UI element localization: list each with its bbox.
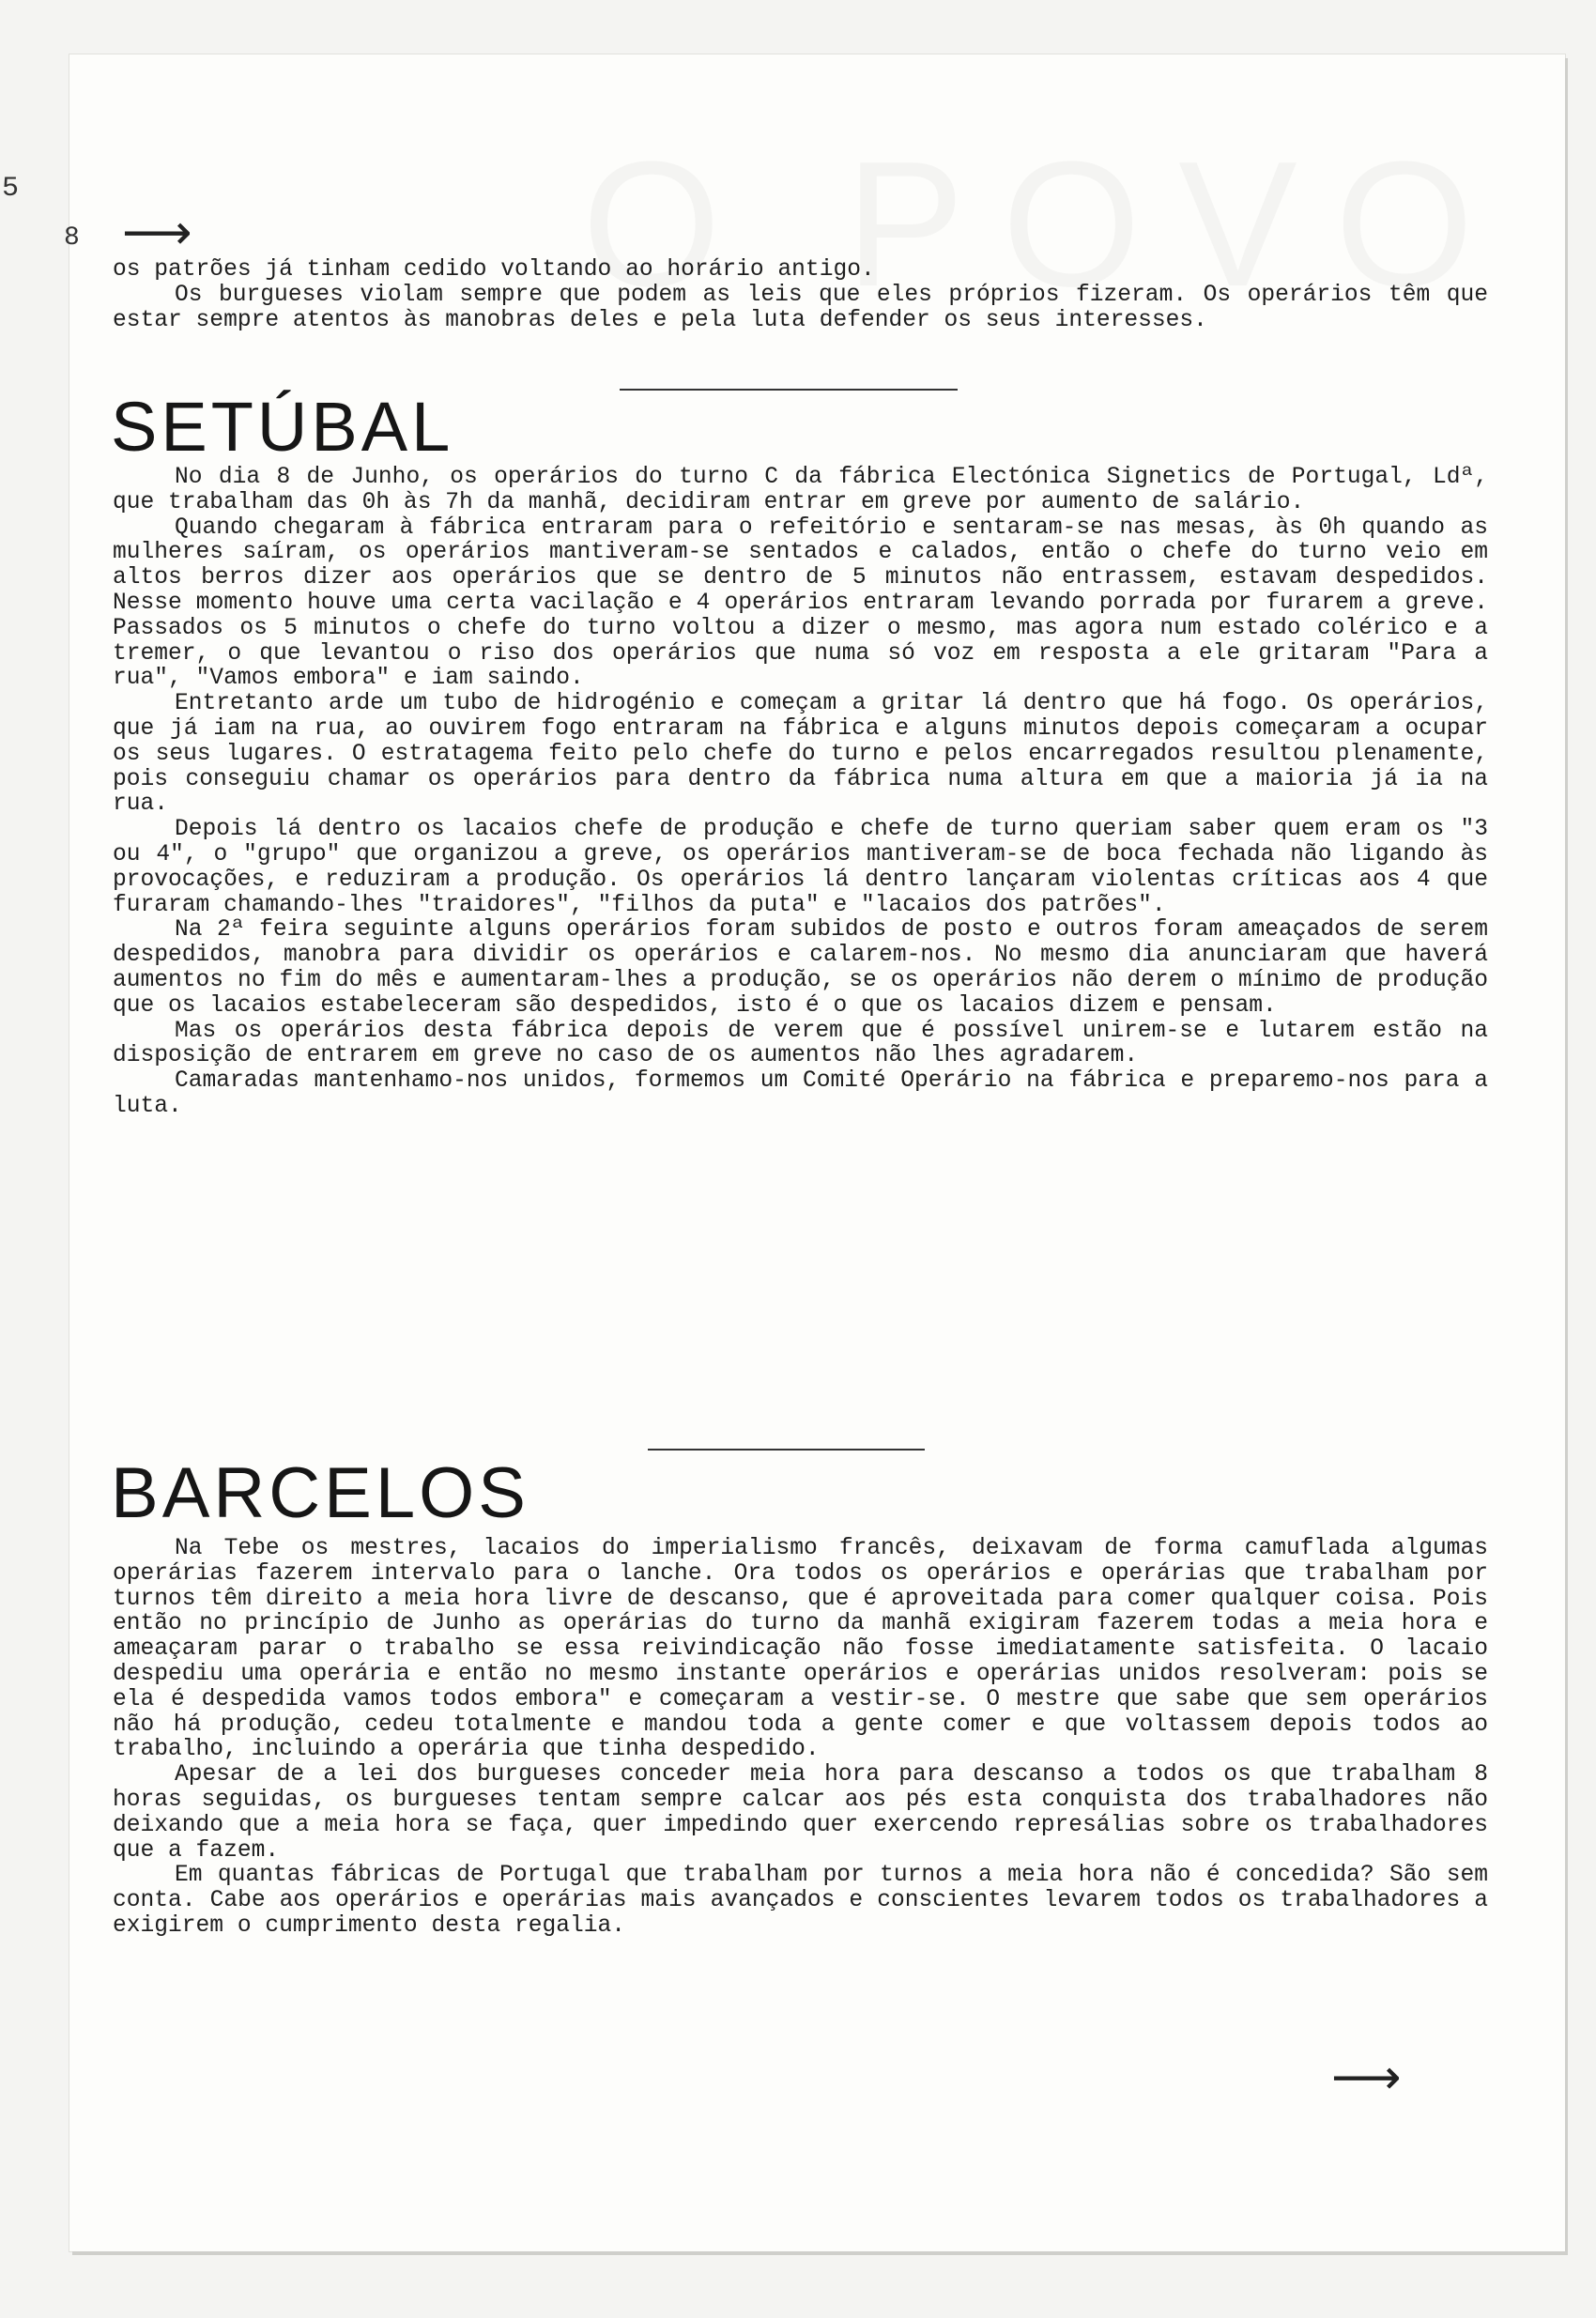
- barcelos-heading: BARCELOS: [111, 1453, 529, 1533]
- article-paragraph: No dia 8 de Junho, os operários do turno C da fábrica Electónica Signetics de Portugal, Ldª, que trabalham das 0h às 7h da manhã, decidiram entrar em greve por aumento de salário.: [113, 465, 1488, 515]
- setubal-article: [113, 466, 1488, 1120]
- continuation-arrow-icon: ⟶: [1331, 2049, 1402, 2106]
- barcelos-article: [113, 1537, 1488, 1940]
- section-divider: [620, 389, 958, 391]
- article-paragraph: Mas os operários desta fábrica depois de verem que é possível unirem-se e lutarem estão na disposição de entrarem em greve no caso de os aumentos não lhes agradarem.: [113, 1018, 1488, 1069]
- page-number: 8: [64, 223, 80, 253]
- article-paragraph: Camaradas mantenhamo-nos unidos, formemos um Comité Operário na fábrica e preparemo-nos para a luta.: [113, 1068, 1488, 1119]
- article-paragraph: Apesar de a lei dos burgueses conceder meia hora para descanso a todos os que trabalham 8 horas seguidas, os burgueses tentam sempre calcar aos pés esta conquista dos trabalhadores não deixando que a meia hora se faça, quer impedindo quer exercendo represálias sobre os trabalhadores que a fazem.: [113, 1762, 1488, 1864]
- article-paragraph: Na 2ª feira seguinte alguns operários foram subidos de posto e outros foram ameaçados de serem despedidos, manobra para dividir os operários e calarem-nos. No mesmo dia anunciaram que haverá aumentos no fim do mês e aumentaram-lhes a produção, se os operários não derem o mínimo de produção que os lacaios estabeleceram são despedidos, isto é o que os lacaios dizem e pensam.: [113, 917, 1488, 1019]
- article-paragraph: Entretanto arde um tubo de hidrogénio e começam a gritar lá dentro que há fogo. Os operários, que já iam na rua, ao ouvirem fogo entraram na fábrica e alguns minutos depois começaram a ocupar os seus lugares. O estratagema feito pelo chefe do turno e pelos encarregados resultou plenamente, pois conseguiu chamar os operários para dentro da fábrica numa altura em que a maioria já ia na rua.: [113, 691, 1488, 818]
- section-divider: [648, 1449, 925, 1451]
- continuation-arrow-icon: ⟶: [122, 205, 192, 261]
- article-paragraph: Depois lá dentro os lacaios chefe de produção e chefe de turno queriam saber quem eram os "3 ou 4", o "grupo" que organizou a greve, os operários mantiveram-se de boca fechada não ligando às provocações, e reduziram a produção. Os operários lá dentro lançaram violentas críticas aos 4 que furaram chamando-lhes "traidores", "filhos da puta" e "lacaios dos patrões".: [113, 817, 1488, 918]
- intro-text: [113, 258, 1488, 333]
- intro-paragraph: Os burgueses violam sempre que podem as leis que eles próprios fizeram. Os operários têm que estar sempre atentos às manobras deles e pela luta defender os seus interesses.: [113, 282, 1488, 333]
- article-paragraph: Em quantas fábricas de Portugal que trabalham por turnos a meia hora não é concedida? São sem conta. Cabe aos operários e operárias mais avançados e conscientes levarem todos os trabalhadores a exigirem o cumprimento desta regalia.: [113, 1863, 1488, 1939]
- intro-paragraph: os patrões já tinham cedido voltando ao horário antigo.: [113, 257, 875, 283]
- margin-mark: 5: [2, 173, 20, 205]
- setubal-heading: SETÚBAL: [111, 388, 454, 466]
- article-paragraph: Quando chegaram à fábrica entraram para o refeitório e sentaram-se nas mesas, às 0h quando as mulheres saíram, os operários mantiveram-se sentados e calados, então o chefe do turno veio em altos berros dizer aos operários que se dentro de 5 minutos não entrassem, estavam despedidos. Nesse momento houve uma certa vacilação e 4 operários entraram levando porrada por furarem a greve. Passados os 5 minutos o chefe do turno voltou a dizer o mesmo, mas agora num estado colérico e a tremer, o que levantou o riso dos operários que numa só voz em resposta a ele gritaram "Para a rua", "Vamos embora" e iam saindo.: [113, 514, 1488, 692]
- article-paragraph: Na Tebe os mestres, lacaios do imperialismo francês, deixavam de forma camuflada algumas operárias fazerem intervalo para o lanche. Ora todos os operários e operárias que trabalham por turnos têm direito a meia hora livre de descanso, que é aproveitada para comer qualquer coisa. Pois então no princípio de Junho as operárias do turno da manhã exigiram fazerem todas a meia hora e ameaçaram parar o trabalho se essa reivindicação não fosse imediatamente satisfeita. O lacaio despediu uma operária e então no mesmo instante operários e operárias unidos resolveram: pois se ela é despedida vamos todos embora" e começaram a vestir-se. O mestre que sabe que sem operários não há produção, cedeu totalmente e mandou toda a gente comer e que voltassem depois todos ao trabalho, incluindo a operária que tinha despedido.: [113, 1536, 1488, 1763]
